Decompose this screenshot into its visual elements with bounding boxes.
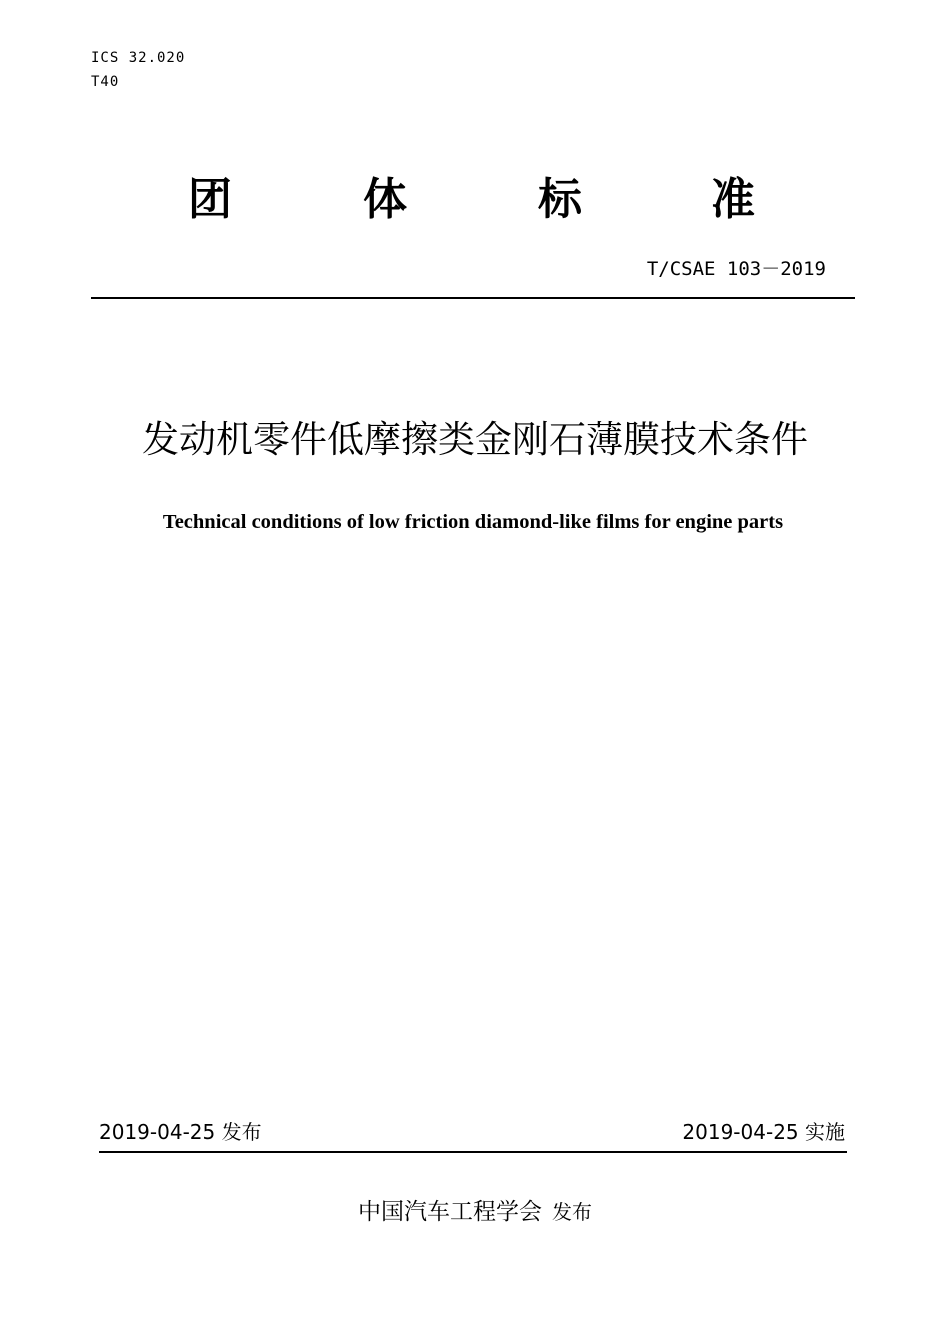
heading-char-4: 准 xyxy=(711,174,755,225)
standard-number: T/CSAE 103－2019 xyxy=(646,258,826,280)
implementation-date: 2019-04-25 实施 xyxy=(682,1120,845,1144)
publisher-line xyxy=(0,1196,950,1228)
ics-code: ICS 32.020 xyxy=(91,50,186,66)
issue-date: 2019-04-25 发布 xyxy=(99,1120,262,1144)
header-divider xyxy=(91,297,855,299)
title-chinese: 发动机零件低摩擦类金刚石薄膜技术条件 xyxy=(142,418,808,461)
ccs-code: T40 xyxy=(91,74,120,90)
heading-char-2: 体 xyxy=(363,174,407,225)
heading-char-3: 标 xyxy=(538,174,582,225)
footer-divider xyxy=(99,1151,847,1153)
publisher-name: 中国汽车工程学会 xyxy=(358,1199,542,1225)
publisher-action: 发布 xyxy=(552,1200,592,1224)
title-english: Technical conditions of low friction diamond-like films for engine parts xyxy=(162,511,784,533)
heading-char-1: 团 xyxy=(188,174,232,225)
